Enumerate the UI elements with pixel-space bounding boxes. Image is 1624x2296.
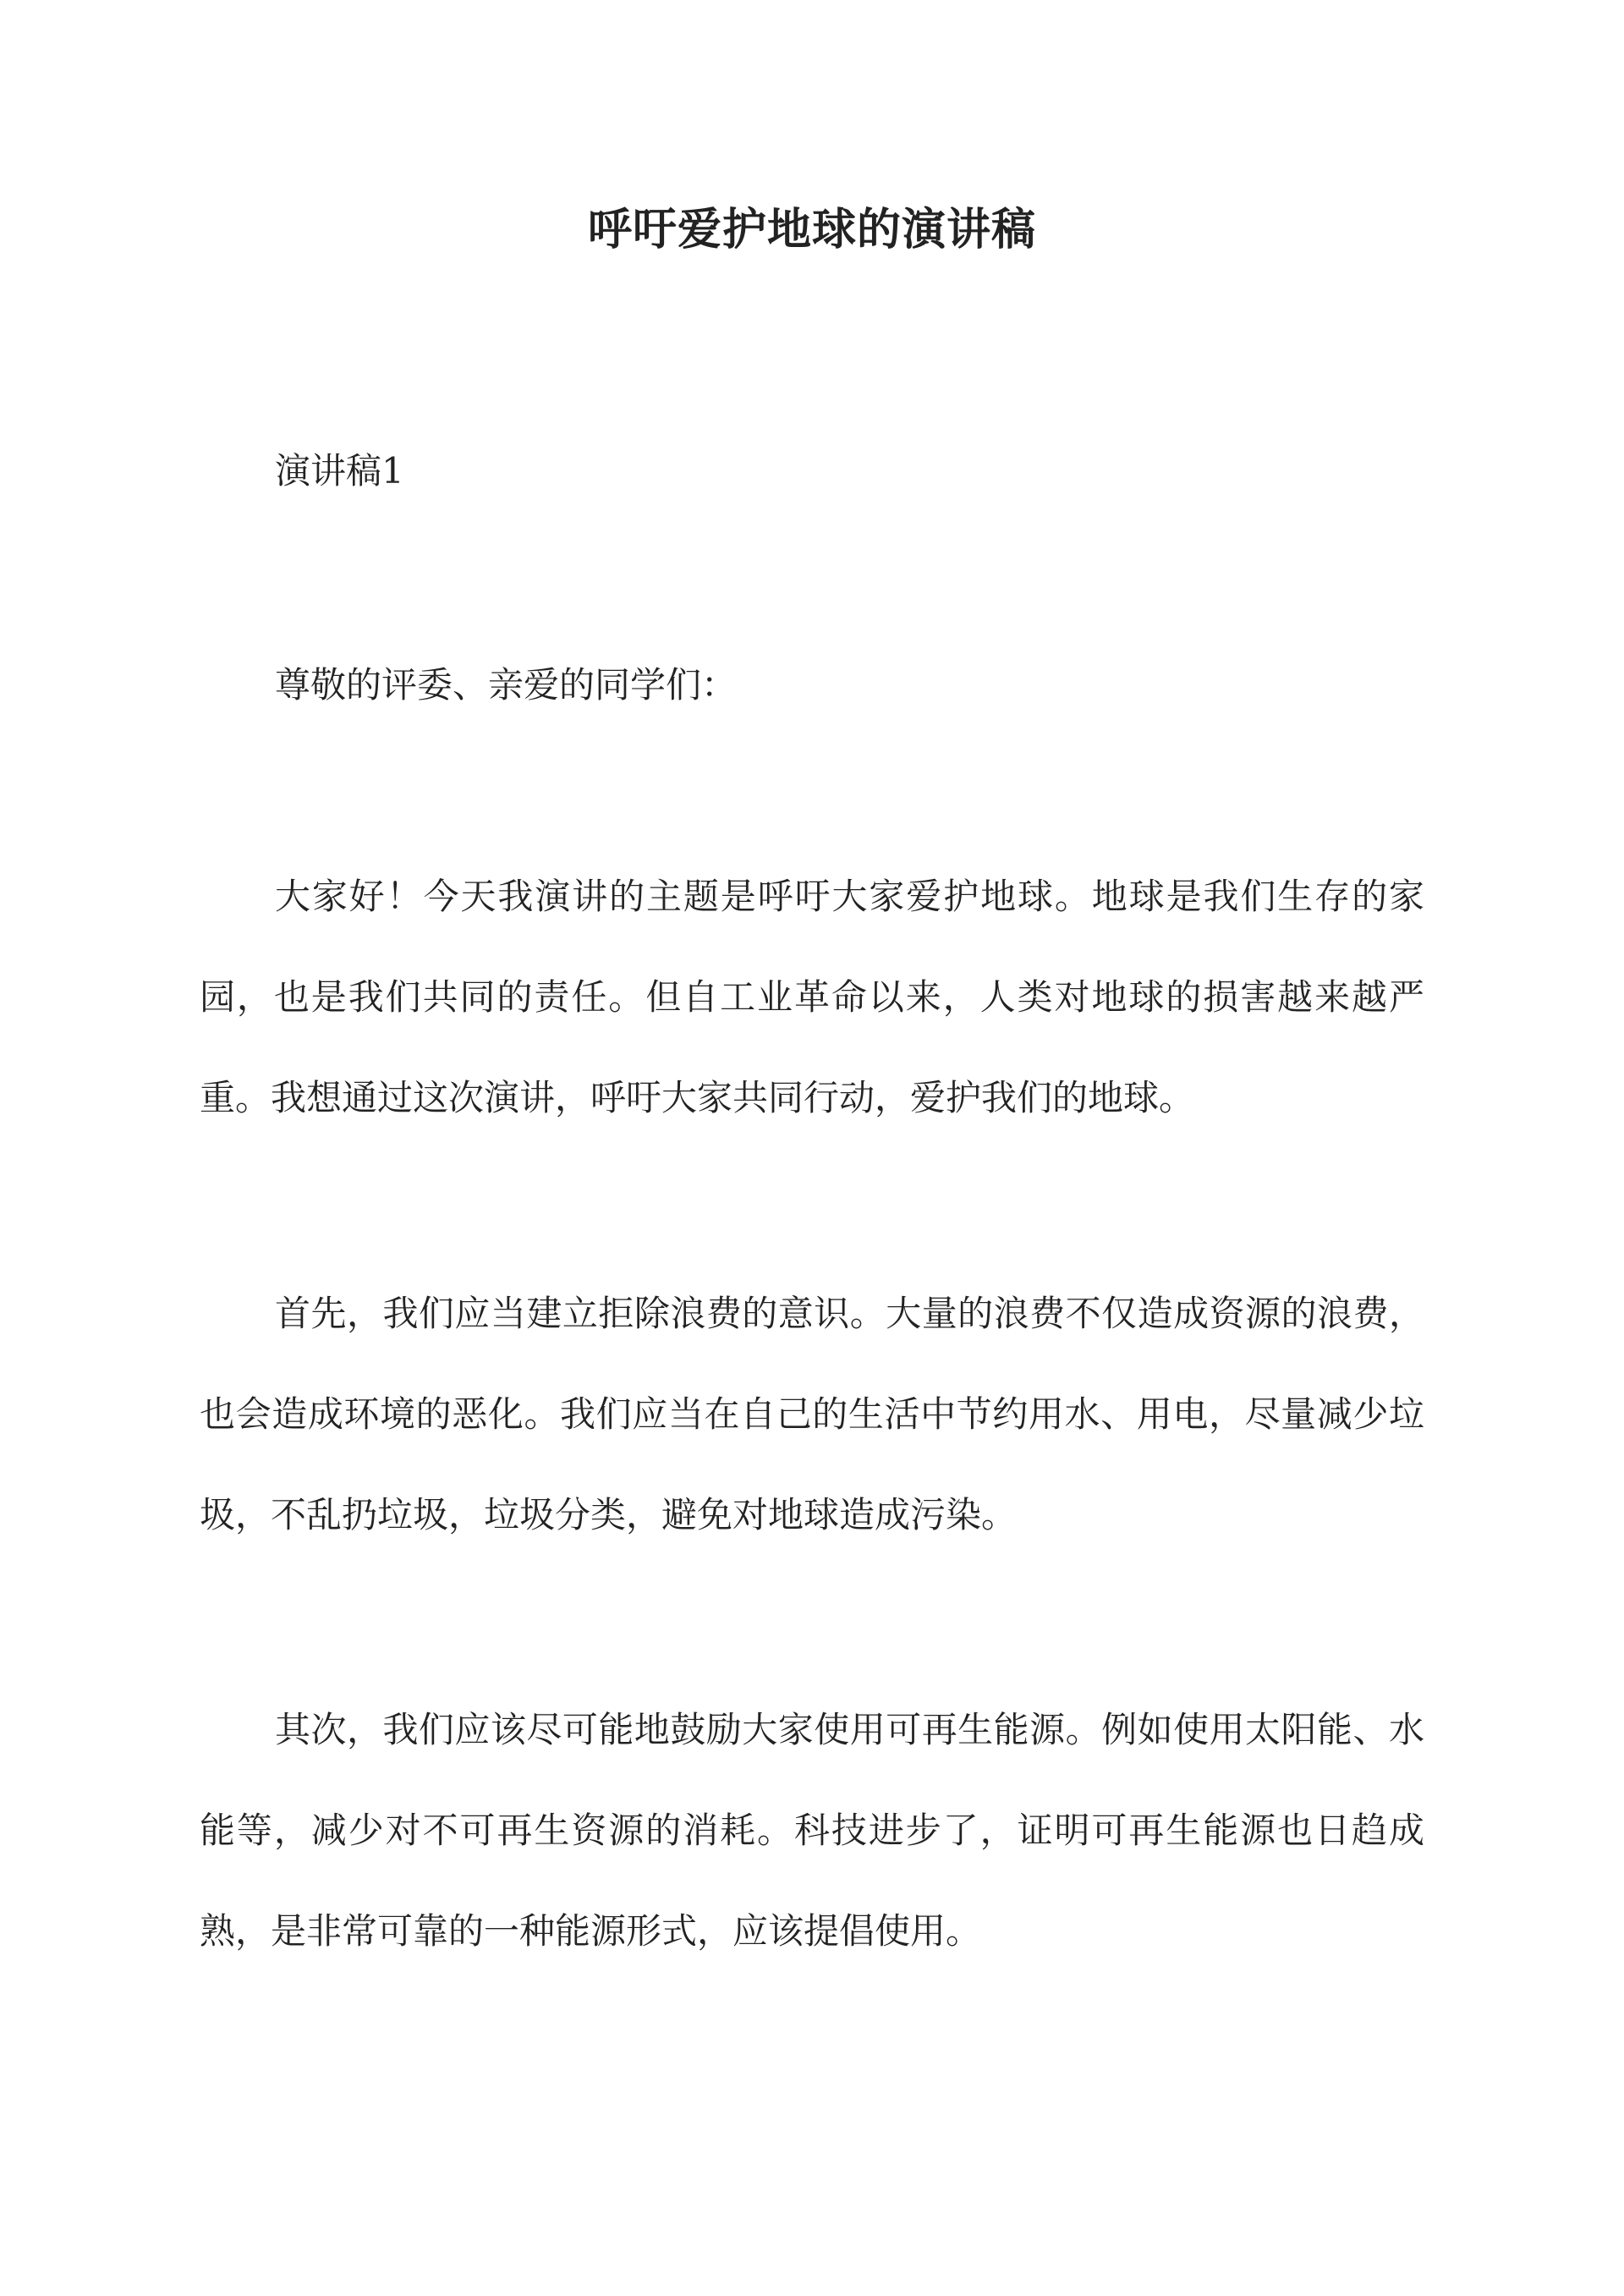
body-paragraph: 其次，我们应该尽可能地鼓励大家使用可再生能源。例如使用太阳能、水能等，减少对不可再生资源的消耗。科技进步了，证明可再生能源也日趋成熟，是非常可靠的一种能源形式，应该提倡使用。 [200,1709,1424,1952]
body-paragraph: 首先，我们应当建立拒除浪费的意识。大量的浪费不仅造成资源的浪费，也会造成环境的恶化。我们应当在自己的生活中节约用水、用电，尽量减少垃圾，不乱扔垃圾，垃圾分类，避免对地球造成污染。 [200,1293,1424,1535]
salutation: 尊敬的评委、亲爱的同学们： [275,664,738,706]
body-paragraph: 大家好！今天我演讲的主题是呼吁大家爱护地球。地球是我们生存的家园，也是我们共同的责任。但自工业革命以来，人类对地球的损害越来越严重。我想通过这次演讲，呼吁大家共同行动，爱护我们的地球。 [200,876,1424,1118]
section-heading: 演讲稿1 [275,450,404,492]
document-title: 呼吁爱护地球的演讲稿 [587,204,1036,255]
